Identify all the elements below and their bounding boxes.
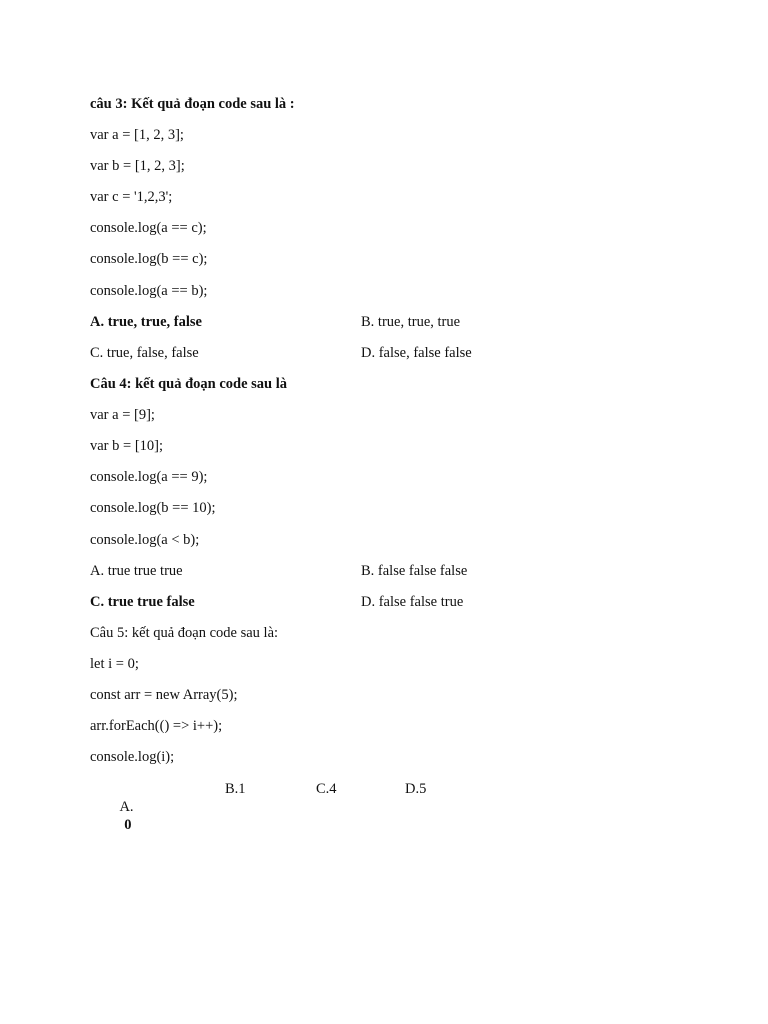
q4-code-line-5: console.log(a < b);: [90, 532, 200, 548]
q5-option-c: C.4: [316, 781, 337, 797]
q5-option-a-value: 0: [124, 817, 132, 833]
q3-code-line-2: var b = [1, 2, 3];: [90, 158, 185, 174]
q3-option-c: C. true, false, false: [90, 345, 199, 361]
q5-option-a: [113, 780, 134, 834]
q4-heading: Câu 4: kết quả đoạn code sau là: [90, 376, 287, 392]
q4-code-line-1: var a = [9];: [90, 407, 155, 423]
q3-code-line-4: console.log(a == c);: [90, 220, 207, 236]
q5-option-d: D.5: [405, 781, 427, 797]
q3-code-line-3: var c = '1,2,3';: [90, 189, 173, 205]
q3-option-d: D. false, false false: [361, 345, 472, 361]
q5-option-b: B.1: [225, 781, 246, 797]
q3-option-b: B. true, true, true: [361, 314, 461, 330]
q4-option-d: D. false false true: [361, 594, 464, 610]
q3-option-a: A. true, true, false: [90, 314, 202, 330]
q3-code-line-1: var a = [1, 2, 3];: [90, 127, 184, 143]
q4-code-line-2: var b = [10];: [90, 438, 164, 454]
q5-code-line-3: arr.forEach(() => i++);: [90, 718, 223, 734]
q5-code-line-2: const arr = new Array(5);: [90, 687, 238, 703]
q4-option-c: C. true true false: [90, 594, 195, 610]
q5-code-line-4: console.log(i);: [90, 749, 175, 765]
q5-heading: Câu 5: kết quả đoạn code sau là:: [90, 625, 279, 641]
q4-option-b: B. false false false: [361, 563, 468, 579]
q5-option-a-prefix: A.: [119, 799, 134, 815]
q3-heading: câu 3: Kết quả đoạn code sau là :: [90, 96, 295, 112]
q4-code-line-3: console.log(a == 9);: [90, 469, 208, 485]
q4-option-a: A. true true true: [90, 563, 183, 579]
q4-code-line-4: console.log(b == 10);: [90, 500, 216, 516]
q3-code-line-6: console.log(a == b);: [90, 283, 208, 299]
q3-code-line-5: console.log(b == c);: [90, 251, 208, 267]
q5-code-line-1: let i = 0;: [90, 656, 139, 672]
